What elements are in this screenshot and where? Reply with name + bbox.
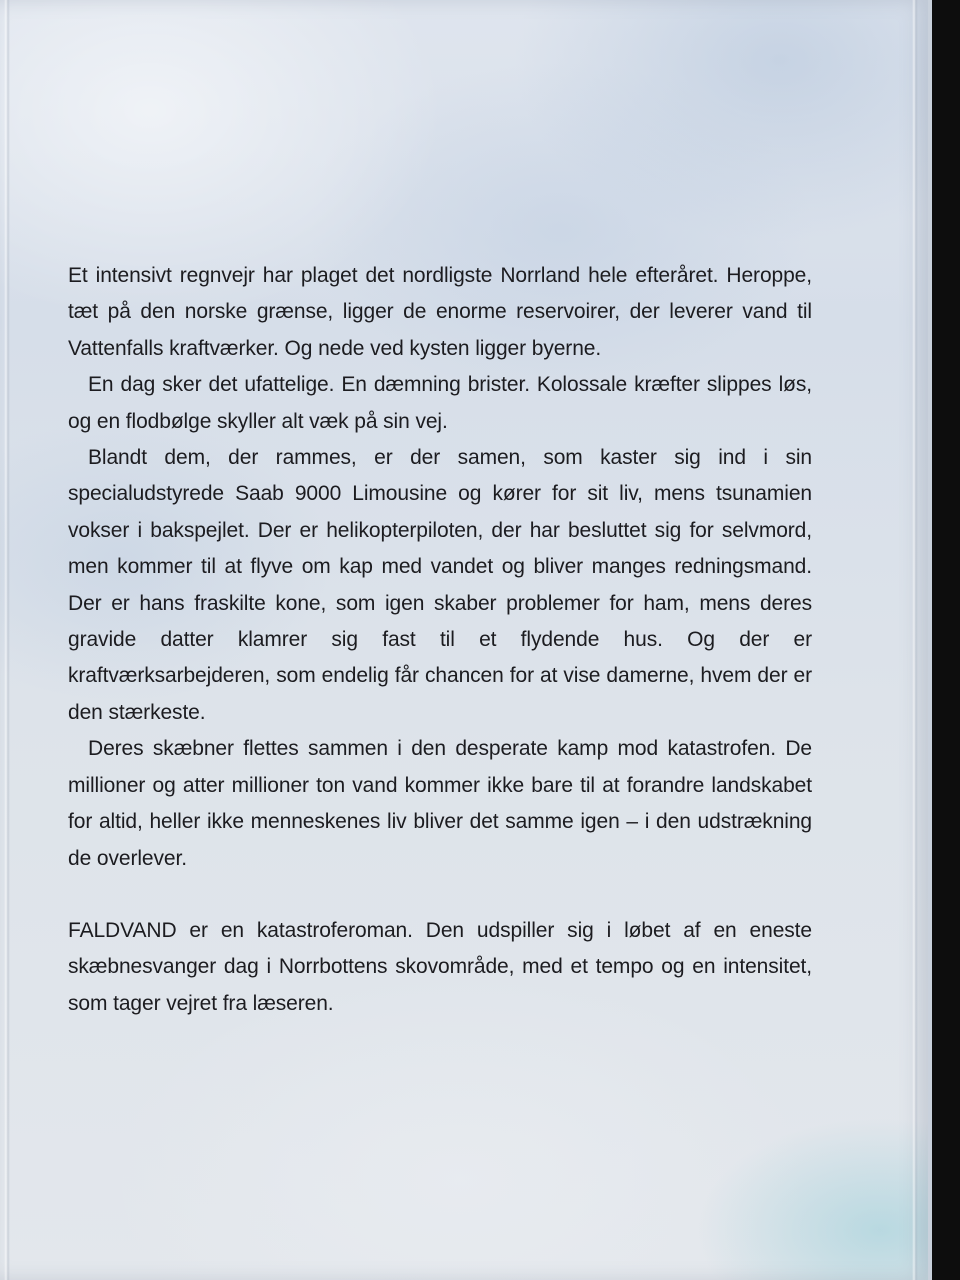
blurb-paragraph-5: FALDVAND er en katastroferoman. Den udspiller sig i løbet af en eneste skæbnesvanger dag i Norrbottens skovområde, med et tempo og en intensitet, som tager vejret fra læseren. — [68, 918, 812, 1015]
blurb-paragraph-2: En dag sker det ufattelige. En dæmning brister. Kolossale kræfter slippes løs, og en flodbølge skyller alt væk på sin vej. — [68, 373, 812, 433]
blurb-paragraph-1: Et intensivt regnvejr har plaget det nordligste Norrland hele efteråret. Heroppe, tæt på den norske grænse, ligger de enorme reservoirer, der leverer vand til Vattenfalls kraftværker. Og nede ved kysten ligger byerne. — [68, 264, 812, 360]
cover-right-edge — [912, 0, 918, 1280]
blurb-paragraph-3: Blandt dem, der rammes, er der samen, som kaster sig ind i sin specialudstyrede Saab 9000 Limousine og kører for sit liv, mens tsunamien vokser i bakspejlet. Der er helikopterpiloten, der har besluttet sig for selvmord, men kommer til at flyve om kap med vandet og bliver manges redningsmand. Der er hans fraskilte kone, som igen skaber problemer for ham, mens deres gravide datter klamrer sig fast til et flydende hus. Og der er kraftværksarbejderen, som endelig får chancen for at vise damerne, hvem der er den stærkeste. — [68, 446, 812, 724]
blurb-paragraph-4: Deres skæbner flettes sammen i den desperate kamp mod katastrofen. De millioner og atter millioner ton vand kommer ikke bare til at forandre landskabet for altid, heller ikke menneskenes liv bliver det samme igen – i den udstrækning de overlever. — [68, 737, 812, 870]
cover-left-edge — [4, 0, 10, 1280]
blurb-text — [68, 258, 812, 1022]
